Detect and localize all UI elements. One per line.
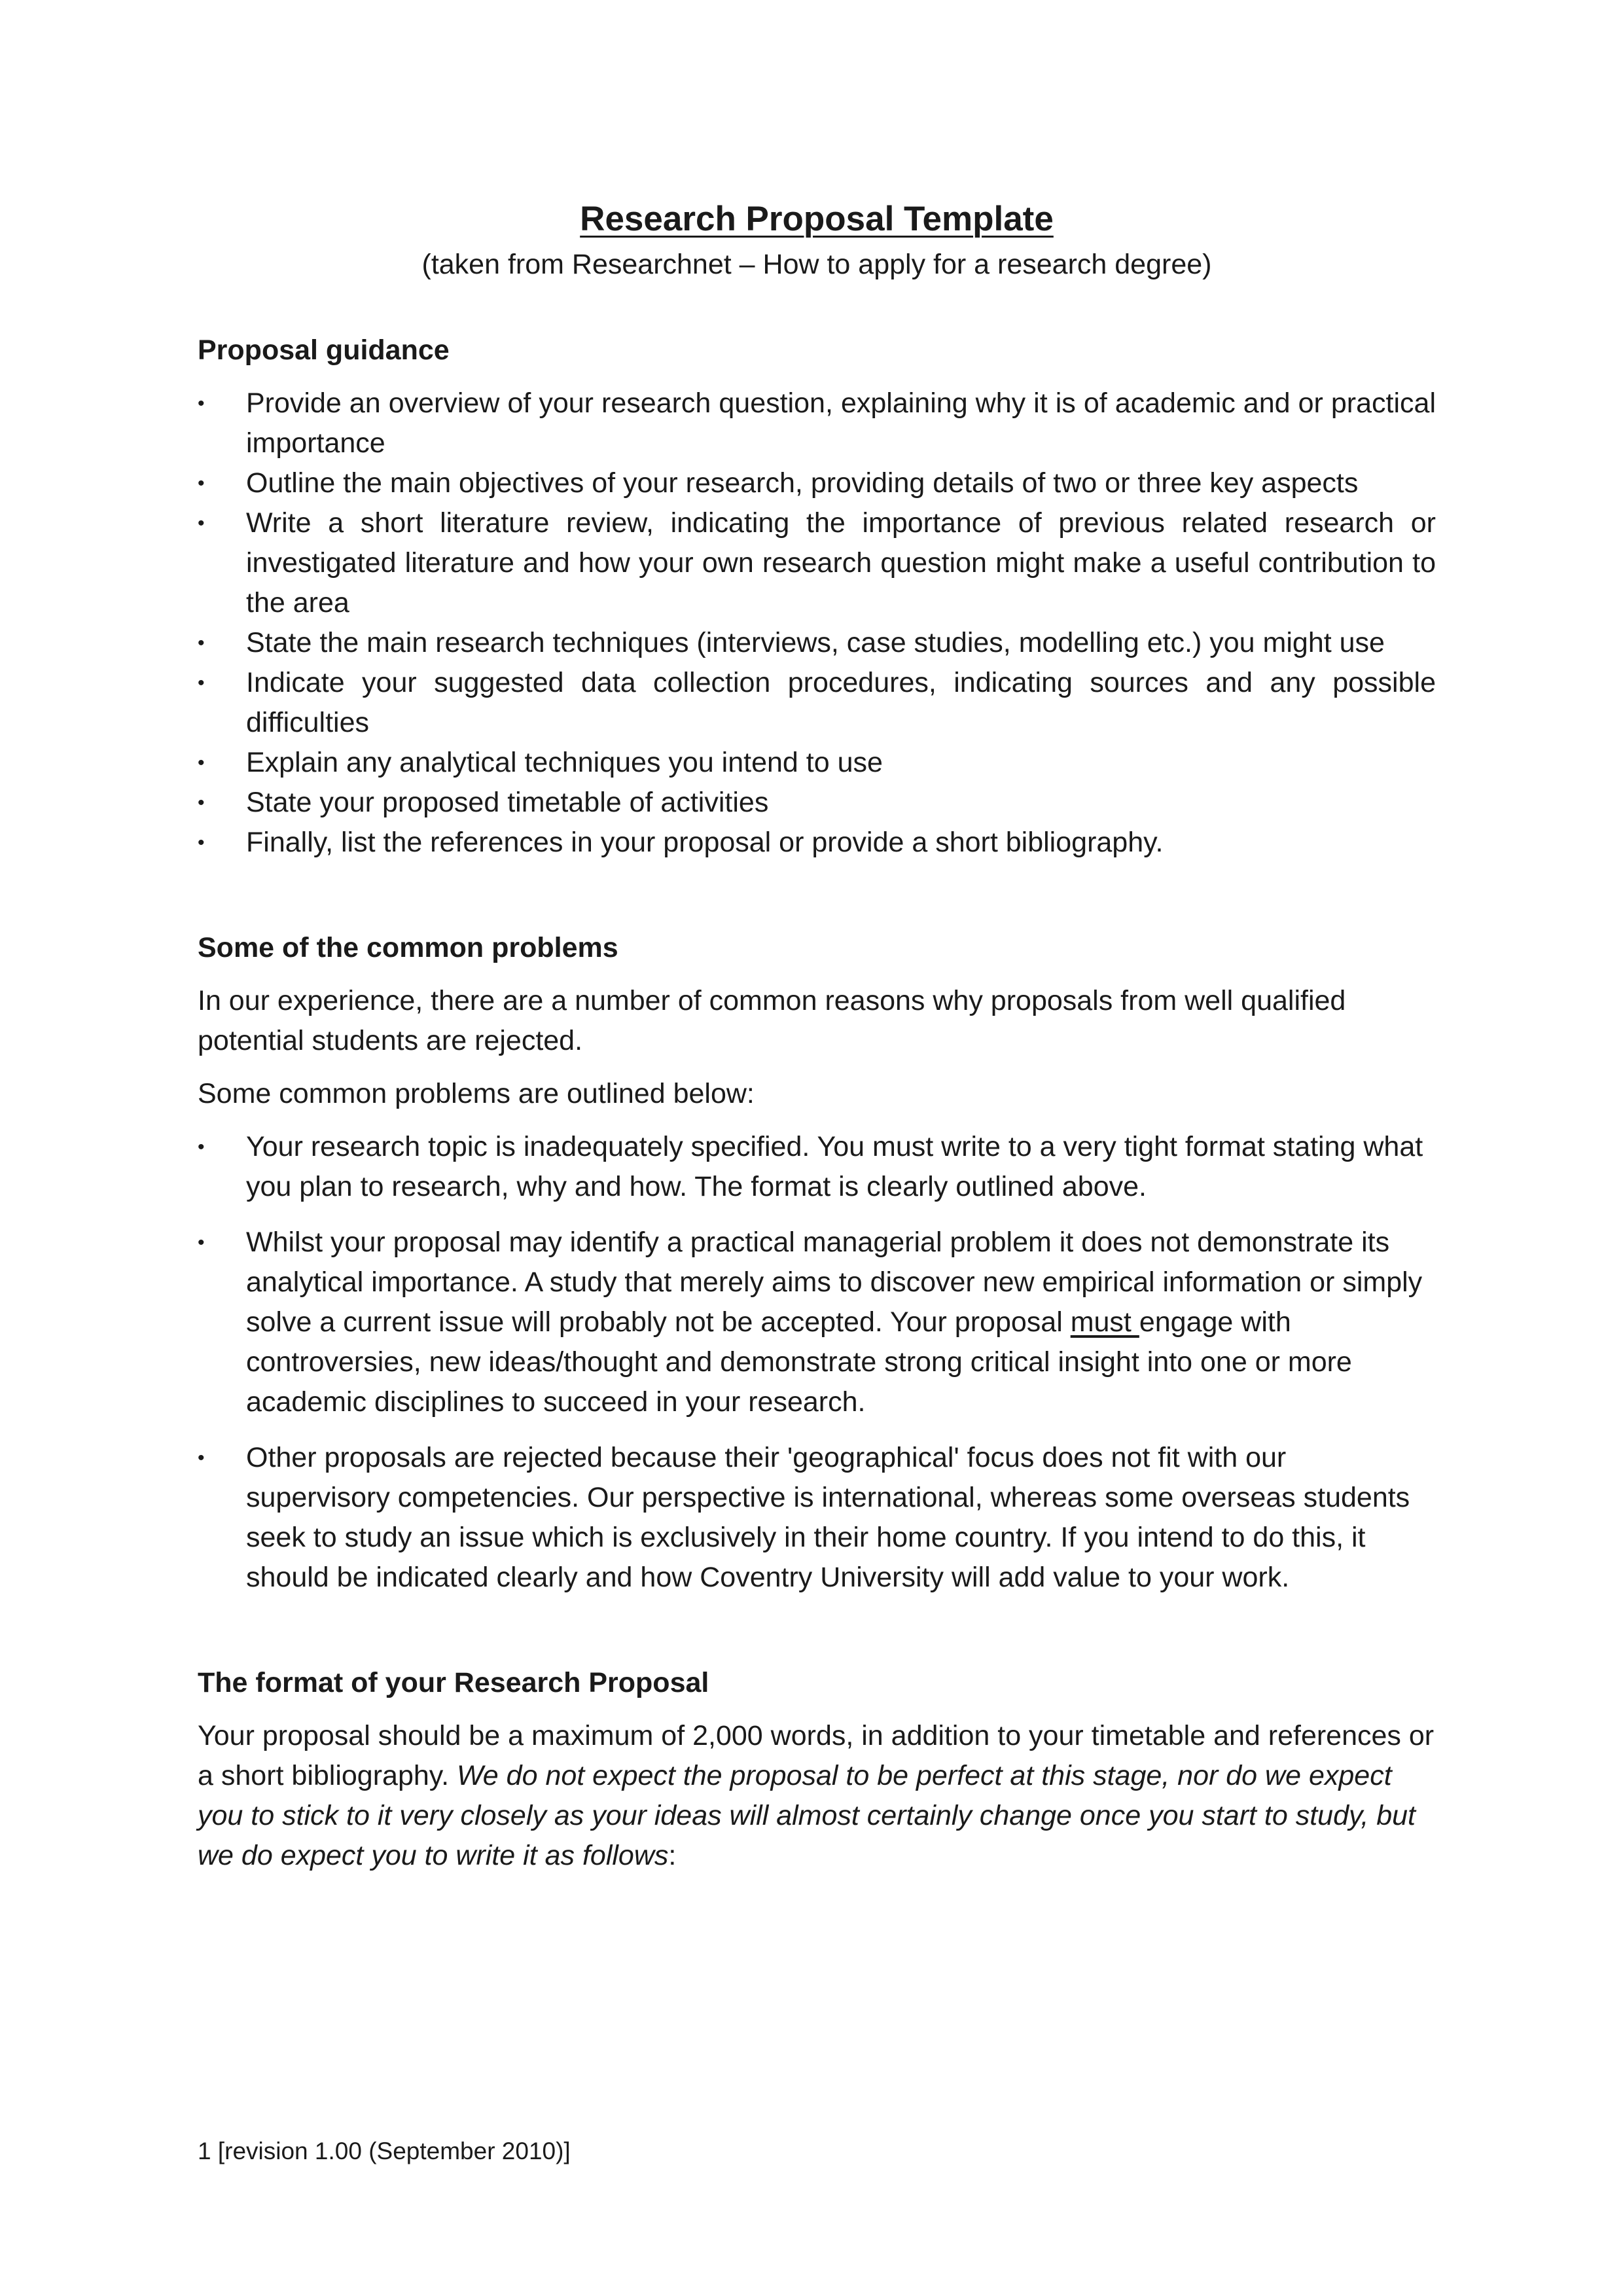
bullet-icon: •: [198, 1232, 205, 1253]
format-paragraph: [198, 1716, 1436, 1876]
item-text-part: Whilst your proposal may identify a practical managerial problem it does not demonstrate its analytical importance. A study that merely aims to discover new empirical information or simply solve a current issue will probably not be accepted. Your proposal: [246, 1227, 1423, 1338]
list-item: [198, 1438, 1436, 1598]
list-item-text: State your proposed timetable of activities: [246, 787, 769, 818]
list-item-text: Provide an overview of your research question, explaining why it is of academic and or practical importance: [246, 387, 1436, 459]
list-item: [198, 1127, 1436, 1207]
bullet-icon: •: [198, 473, 205, 494]
bullet-icon: •: [198, 792, 205, 814]
bullet-icon: •: [198, 672, 205, 694]
list-item-text: [246, 1227, 1422, 1418]
bullet-icon: •: [198, 1447, 205, 1469]
list-item: [198, 623, 1436, 663]
format-text-end: :: [668, 1840, 677, 1871]
section-heading-guidance: Proposal guidance: [198, 334, 450, 366]
bullet-icon: •: [198, 752, 205, 774]
item-text-part: engage with controversies, new ideas/thought and demonstrate strong critical insight into one or more academic disciplines to succeed in your research.: [246, 1306, 1352, 1418]
bullet-icon: •: [198, 393, 205, 414]
list-item-text: State the main research techniques (interviews, case studies, modelling etc.) you might use: [246, 627, 1385, 658]
list-item-text: Explain any analytical techniques you intend to use: [246, 747, 883, 778]
document-title: Research Proposal Template: [580, 200, 1054, 238]
bullet-icon: •: [198, 832, 205, 853]
list-item-text: Your research topic is inadequately specified. You must write to a very tight format stating what you plan to research, why and how. The format is clearly outlined above.: [246, 1131, 1423, 1202]
list-item-text: Indicate your suggested data collection procedures, indicating sources and any possible difficulties: [246, 667, 1436, 738]
list-item: [198, 743, 1436, 783]
guidance-list: [198, 384, 1436, 863]
list-item: [198, 503, 1436, 623]
bullet-icon: •: [198, 632, 205, 654]
list-item: [198, 663, 1436, 743]
list-item-text: Finally, list the references in your proposal or provide a short bibliography.: [246, 827, 1164, 858]
format-text-italic: We do not expect the proposal to be perfect at this stage, nor do we expect you to stick to it very closely as your ideas will almost certainly change once you start to study, but we do expect you to write it as follows: [198, 1760, 1416, 1871]
list-item: [198, 783, 1436, 823]
document-page: [198, 196, 1436, 1876]
emphasis-must: must: [1070, 1306, 1139, 1338]
problems-intro-2: Some common problems are outlined below:: [198, 1078, 755, 1109]
list-item-text: Write a short literature review, indicating the importance of previous related research or investigated literature and how your own research question might make a useful contribution to the area: [246, 507, 1436, 619]
section-heading-problems: Some of the common problems: [198, 932, 618, 963]
problems-intro: In our experience, there are a number of common reasons why proposals from well qualified potential students are rejected.: [198, 985, 1346, 1056]
section-heading-format: The format of your Research Proposal: [198, 1667, 709, 1698]
bullet-icon: •: [198, 1136, 205, 1158]
list-item: [198, 823, 1436, 863]
list-item-text: Other proposals are rejected because their 'geographical' focus does not fit with our supervisory competencies. Our perspective is international, whereas some overseas students seek to study an issue which is exclusively in their home country. If you intend to do this, it should be indicated clearly and how Coventry University will add value to your work.: [246, 1442, 1410, 1593]
list-item-text: Outline the main objectives of your research, providing details of two or three key aspects: [246, 467, 1359, 499]
list-item: [198, 384, 1436, 463]
bullet-icon: •: [198, 512, 205, 534]
document-subtitle: (taken from Researchnet – How to apply for a research degree): [421, 249, 1212, 280]
list-item: [198, 463, 1436, 503]
problems-list: [198, 1127, 1436, 1598]
page-footer: 1 [revision 1.00 (September 2010)]: [198, 2138, 571, 2164]
list-item: [198, 1223, 1436, 1422]
format-text: Your proposal should be a maximum of 2,000 words, in addition to your timetable and references or a short bibliography.: [198, 1720, 1435, 1791]
